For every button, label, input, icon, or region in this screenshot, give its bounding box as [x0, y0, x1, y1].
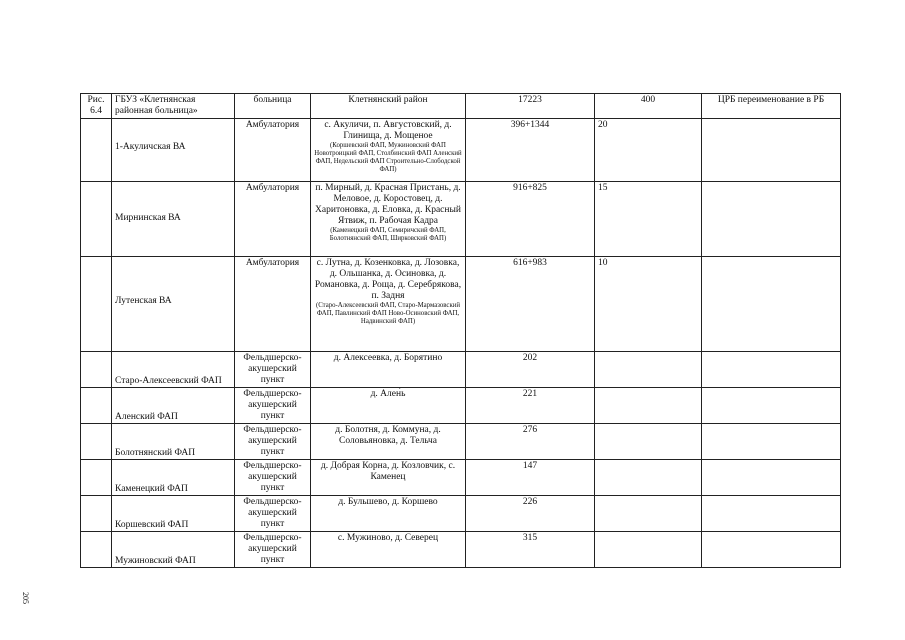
table-row — [81, 182, 841, 257]
table-row — [81, 352, 841, 388]
facility-type-cell: Амбулатория — [235, 257, 311, 352]
note-cell — [702, 532, 841, 568]
villages-cell — [311, 424, 466, 460]
villages-text: с. Мужиново, д. Северец — [337, 533, 439, 543]
fap-list: (Коршевский ФАП, Мужиновский ФАП Новотроицкий ФАП, Столбинский ФАП Аленский ФАП, Недельский ФАП Строительно-Слободской ФАП) — [314, 142, 462, 173]
facility-type-cell: Амбулатория — [235, 182, 311, 257]
facility-type-cell: Фельдшерско-акушерский пункт — [235, 460, 311, 496]
name-cell — [112, 388, 235, 424]
note-cell — [702, 424, 841, 460]
table-row — [81, 388, 841, 424]
population-cell: 616+983 — [466, 257, 595, 352]
number-cell — [81, 424, 112, 460]
facility-name: Коршевский ФАП — [115, 520, 189, 530]
villages-cell — [311, 460, 466, 496]
beds-cell — [595, 496, 702, 532]
table-row — [81, 119, 841, 182]
facility-name: Каменецкий ФАП — [115, 484, 188, 494]
fap-list: (Старо-Алексеевский ФАП, Старо-Мармазовский ФАП, Павлинский ФАП Ново-Осиновский ФАП, Надвинский ФАП) — [315, 302, 461, 325]
facility-name: Старо-Алексеевский ФАП — [115, 376, 222, 386]
beds-cell: 15 — [595, 182, 702, 257]
villages-text: с. Акуличи, п. Августовский, д. Глинища, д. Мощеное — [324, 120, 452, 141]
name-cell — [112, 424, 235, 460]
name-cell — [112, 119, 235, 182]
name-cell — [112, 257, 235, 352]
table-row — [81, 257, 841, 352]
note-cell — [702, 119, 841, 182]
facility-name: Болотнянский ФАП — [115, 448, 196, 458]
number-cell — [81, 352, 112, 388]
facility-name: Мирнинская ВА — [115, 213, 181, 223]
villages-cell — [311, 119, 466, 182]
villages-text: д. Алексеевка, д. Борятино — [333, 353, 443, 363]
name-cell — [112, 532, 235, 568]
villages-text: д. Бульшево, д. Коршево — [338, 497, 438, 507]
number-cell — [81, 257, 112, 352]
villages-cell — [311, 182, 466, 257]
table-row — [81, 532, 841, 568]
facility-type-cell: Амбулатория — [235, 119, 311, 182]
villages-cell — [311, 257, 466, 352]
villages-text: д. Добрая Корна, д. Козловчик, с. Каменец — [320, 461, 456, 482]
population-cell: 276 — [466, 424, 595, 460]
beds-cell: 20 — [595, 119, 702, 182]
villages-cell — [311, 532, 466, 568]
beds-cell — [595, 352, 702, 388]
header-district-cell: Клетнянский район — [311, 94, 466, 119]
villages-text: д. Болотня, д. Коммуна, д. Соловьяновка, д. Тельча — [335, 425, 441, 446]
facility-type-cell: Фельдшерско-акушерский пункт — [235, 388, 311, 424]
name-cell — [112, 352, 235, 388]
population-cell: 916+825 — [466, 182, 595, 257]
number-cell — [81, 496, 112, 532]
beds-cell: 10 — [595, 257, 702, 352]
note-cell — [702, 182, 841, 257]
facility-name: Аленский ФАП — [115, 412, 178, 422]
table-row — [81, 496, 841, 532]
header-number-cell: Рис. 6.4 — [81, 94, 112, 119]
facility-type-cell: Фельдшерско-акушерский пункт — [235, 532, 311, 568]
villages-text: д. Ален́ь — [370, 389, 406, 399]
population-cell: 315 — [466, 532, 595, 568]
villages-cell — [311, 352, 466, 388]
header-beds-cell: 400 — [595, 94, 702, 119]
number-cell — [81, 388, 112, 424]
villages-text: с. Лутна, д. Козенковка, д. Лозовка, д. Ольшанка, д. Осиновка, д. Романовка, д. Роща, д. Серебрякова, п. Задня — [314, 258, 462, 301]
header-note-cell: ЦРБ переименование в РБ — [702, 94, 841, 119]
note-cell — [702, 352, 841, 388]
table-row — [81, 424, 841, 460]
table-body — [81, 94, 841, 568]
villages-cell — [311, 496, 466, 532]
document-table — [80, 93, 841, 568]
facility-name: Мужиновский ФАП — [115, 556, 196, 566]
population-cell: 202 — [466, 352, 595, 388]
facility-type-cell: Фельдшерско-акушерский пункт — [235, 424, 311, 460]
name-cell — [112, 496, 235, 532]
page-number: 205 — [21, 592, 30, 604]
population-cell: 226 — [466, 496, 595, 532]
population-cell: 221 — [466, 388, 595, 424]
header-name-cell: ГБУЗ «Клетнянская районная больница» — [112, 94, 235, 119]
note-cell — [702, 257, 841, 352]
note-cell — [702, 496, 841, 532]
beds-cell — [595, 532, 702, 568]
name-cell — [112, 460, 235, 496]
name-cell — [112, 182, 235, 257]
fap-list: (Каменецкий ФАП, Семиричский ФАП, Болотнянский ФАП, Ширковский ФАП) — [329, 227, 447, 242]
number-cell — [81, 460, 112, 496]
header-type-cell: больница — [235, 94, 311, 119]
villages-text: п. Мирный, д. Красная Пристань, д. Меловое, д. Коростовец, д. Харитоновка, д. Еловка, д. Красный Ятвиж, п. Рабочая Кадра — [315, 183, 461, 226]
number-cell — [81, 182, 112, 257]
beds-cell — [595, 388, 702, 424]
number-cell — [81, 119, 112, 182]
facility-type-cell: Фельдшерско-акушерский пункт — [235, 352, 311, 388]
beds-cell — [595, 460, 702, 496]
villages-cell — [311, 388, 466, 424]
facility-name: Лутенская ВА — [115, 296, 172, 306]
table-row — [81, 460, 841, 496]
note-cell — [702, 388, 841, 424]
number-cell — [81, 532, 112, 568]
facility-type-cell: Фельдшерско-акушерский пункт — [235, 496, 311, 532]
population-cell: 396+1344 — [466, 119, 595, 182]
note-cell — [702, 460, 841, 496]
facility-name: 1-Акуличская ВА — [115, 142, 186, 152]
header-row — [81, 94, 841, 119]
population-cell: 147 — [466, 460, 595, 496]
header-population-cell: 17223 — [466, 94, 595, 119]
beds-cell — [595, 424, 702, 460]
